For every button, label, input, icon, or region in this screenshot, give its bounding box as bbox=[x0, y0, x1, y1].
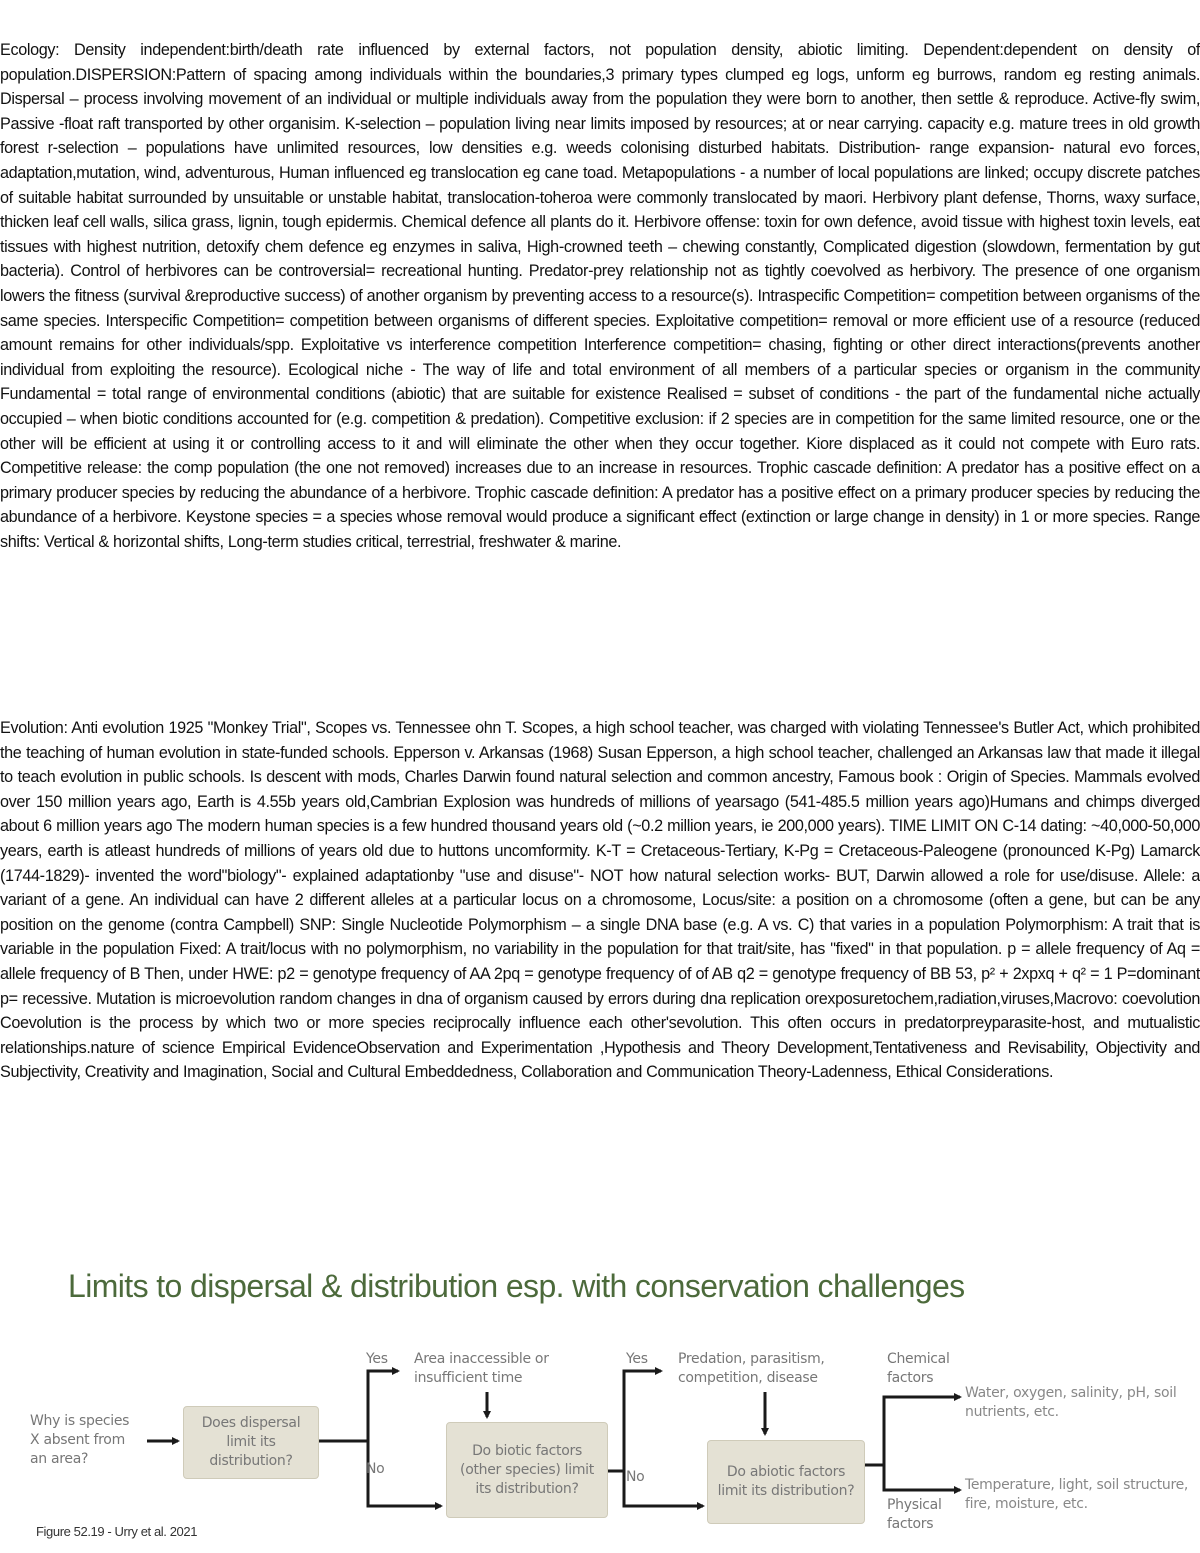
no-label-1: No bbox=[366, 1461, 385, 1477]
outcome-inaccessible: Area inaccessible or insufficient time bbox=[414, 1351, 549, 1386]
arrow-chemical bbox=[865, 1397, 960, 1465]
arrow-dispersal-yes bbox=[318, 1371, 398, 1441]
abiotic-box bbox=[707, 1440, 865, 1524]
biotic-box bbox=[446, 1422, 608, 1518]
dispersal-box bbox=[183, 1406, 319, 1479]
outcome-predation: Predation, parasitism, competition, disease bbox=[678, 1351, 825, 1386]
evolution-paragraph: Evolution: Anti evolution 1925 "Monkey Trial", Scopes vs. Tennessee ohn T. Scopes, a high school teacher, was charged with violating Tennessee's Butler Act, which prohibited the teaching of human evolution in state-funded schools. Epperson v. Arkansas (1968) Susan Epperson, a high school teacher, challenged an Arkansas law that made it illegal to teach evolution in public schools. Is descent with mods, Charles Darwin found natural selection and common ancestry, Famous book : Origin of Species. Mammals evolved over 150 million years ago, Earth is 4.55b years old,Cambrian Explosion was hundreds of millions of yearsago (541-485.5 million years ago)Humans and chimps diverged about 6 million years ago The modern human species is a few hundred thousand years old (~0.2 million years, ie 200,000 years). TIME LIMIT ON C-14 dating: ~40,000-50,000 years, earth is atleast hundreds of millions of years old due to huttons uncomformity. K-T = Cretaceous-Tertiary, K-Pg = Cretaceous-Paleogene (pronounced K-Pg) Lamarck (1744-1829)- invented the word"biology"- explained adaptationby "use and disuse"- NOT how natural selection works- BUT, Darwin allowed a role for use/disuse. Allele: a variant of a gene. An individual can have 2 different alleles at a particular locus on a chromosome, Locus/site: a position on a chromosome (often a gene, but can be any position on the genome (contra Campbell) SNP: Single Nucleotide Polymorphism – a single DNA base (e.g. A vs. C) that varies in a population Polymorphism: A trait that is variable in the population Fixed: A trait/locus with no polymorphism, no variability in the population for that trait/site, has "fixed" in that population. p = allele frequency of Aq = allele frequency of B Then, under HWE: p2 = genotype frequency of AA 2pq = genotype frequency of of AB q2 = genotype frequency of BB 53, p² + 2xpxq + q² = 1 P=dominant p= recessive. Mutation is microevolution random changes in dna of organism caused by errors during dna replication orexposuretochem,radiation,viruses,Macrovo: coevolution Coevolution is the process by which two or more species reciprocally influence each other'sevolution. This often occurs in predatorpreyparasite-host, and mutualistic relationships.nature of science Empirical EvidenceObservation and Experimentation ,Hypothesis and Theory Development,Tentativeness and Revisability, Objectivity and Subjectivity, Creativity and Imagination, Social and Cultural Embeddedness, Collaboration and Communication Theory-Ladenness, Ethical Considerations. bbox=[0, 719, 1200, 1082]
dispersal-flowchart-figure bbox=[0, 1262, 1200, 1553]
chemical-examples: Water, oxygen, salinity, pH, soil nutrients, etc. bbox=[965, 1385, 1177, 1420]
arrow-physical bbox=[884, 1465, 960, 1490]
figure-caption: Figure 52.19 - Urry et al. 2021 bbox=[36, 1524, 198, 1539]
yes-label-1: Yes bbox=[366, 1351, 388, 1367]
physical-examples: Temperature, light, soil structure, fire, moisture, etc. bbox=[965, 1477, 1189, 1512]
figure-title: Limits to dispersal & distribution esp. with conservation challenges bbox=[68, 1268, 965, 1304]
biotic-box-text: Do biotic factors (other species) limit its distribution? bbox=[460, 1442, 594, 1497]
no-label-2: No bbox=[626, 1469, 645, 1485]
arrow-biotic-yes bbox=[608, 1371, 661, 1471]
physical-factors-label: Physical factors bbox=[887, 1497, 942, 1532]
yes-label-2: Yes bbox=[626, 1351, 648, 1367]
chemical-factors-label: Chemical factors bbox=[887, 1351, 950, 1386]
question-label: Why is species X absent from an area? bbox=[30, 1413, 130, 1467]
ecology-paragraph: Ecology: Density independent:birth/death rate influenced by external factors, not population density, abiotic limiting. Dependent:dependent on density of population.DISPERSION:Pattern of spacing among individuals within the boundaries,3 primary types clumped eg logs, unform eg burrows, random eg resting animals. Dispersal – process involving movement of an individual or multiple individuals away from the population they were born to another, then settle & reproduce. Active-fly swim, Passive -float raft transported by other organisim. K-selection – population living near limits imposed by resources; at or near carrying. capacity e.g. mature trees in old growth forest r-selection – populations have unlimited resources, low densities e.g. weeds colonising disturbed habitats. Distribution- range expansion- natural evo forces, adaptation,mutation, wind, adventurous, Human influenced eg translocation eg cane toad. Metapopulations - a number of local populations are linked; occupy discrete patches of suitable habitat surrounded by unsuitable or unstable habitat, translocation-toheroa were commonly translocated by maori. Herbivory plant defense, Thorns, waxy surface, thicken leaf cell walls, silica grass, lignin, tough epidermis. Chemical defence all plants do it. Herbivore offense: toxin for own defence, avoid tissue with highest toxin levels, eat tissues with highest nutrition, detoxify chem defence eg enzymes in saliva, High-crowned teeth – chewing constantly, Complicated digestion (slowdown, fermentation by gut bacteria). Control of herbivores can be controversial= recreational hunting. Predator-prey relationship not as tightly coevolved as herbivory. The presence of one organism lowers the fitness (survival &reproductive success) of another organism by preventing access to a resource(s). Intraspecific Competition= competition between organisms of the same species. Interspecific Competition= competition between organisms of different species. Exploitative competition= removal or more efficient use of a resource (reduced amount remains for other individuals/spp. Exploitative vs interference competition Interference competition= chasing, fighting or other direct interactions(prevents another individual from exploiting the resource). Ecological niche - The way of life and total environment of all members of a particular species or organism in the community Fundamental = total range of environmental conditions (abiotic) that are suitable for existence Realised = subset of conditions - the part of the fundamental niche actually occupied – when biotic conditions accounted for (e.g. competition & predation). Competitive exclusion: if 2 species are in competition for the same limited resource, one or the other will be efficient at using it or controlling access to it and will eliminate the other when they occur together. Kiore displaced as it could not compete with Euro rats. Competitive release: the comp population (the one not removed) increases due to an increase in resources. Trophic cascade definition: A predator has a positive effect on a primary producer species by reducing the abundance of a herbivore. Trophic cascade definition: A predator has a positive effect on a primary producer species by reducing the abundance of a herbivore. Keystone species = a species whose removal would produce a significant effect (extinction or large change in density) in 1 or more species. Range shifts: Vertical & horizontal shifts, Long-term studies critical, terrestrial, freshwater & marine. bbox=[0, 41, 1200, 551]
dispersal-box-text: Does dispersal limit its distribution? bbox=[201, 1415, 301, 1469]
abiotic-box-text: Do abiotic factors limit its distribution? bbox=[717, 1464, 855, 1499]
